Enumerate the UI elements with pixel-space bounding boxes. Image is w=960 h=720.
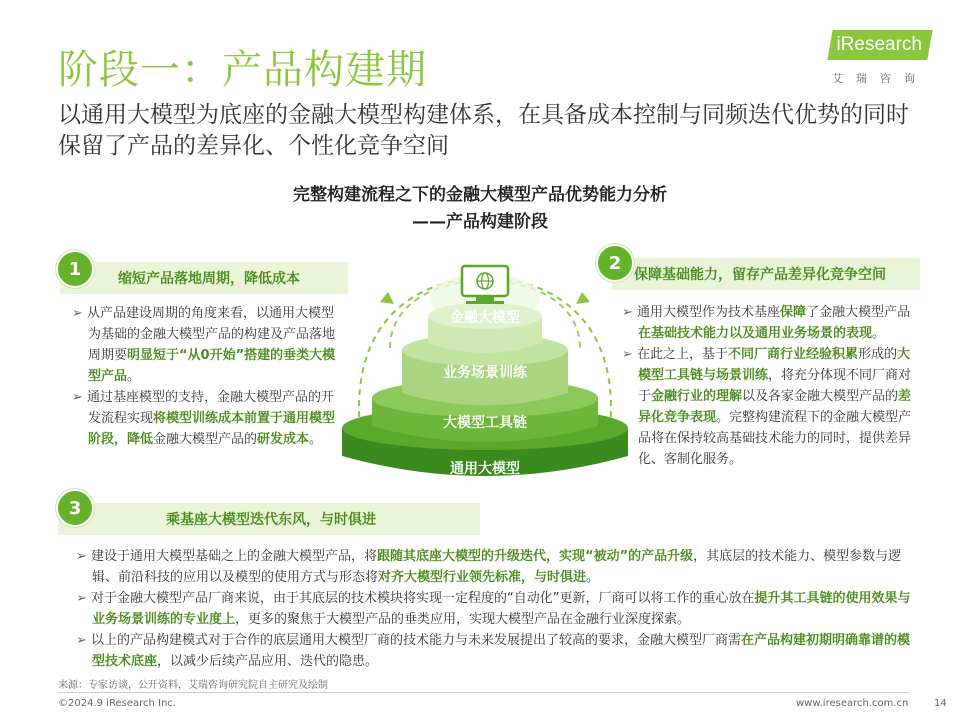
arrowhead-left-icon [380, 292, 394, 304]
page-subtitle: 以通用大模型为底座的金融大模型构建体系，在具备成本控制与同频迭代优势的同时保留了产品的差异化、个性化竞争空间 [58, 102, 909, 159]
section1-body [72, 303, 340, 450]
section2-heading: 保障基础能力，留存产品差异化竞争空间 [634, 267, 886, 283]
section1-heading-band [60, 262, 348, 294]
diagram-title-line1: 完整构建流程之下的金融大模型产品优势能力分析 [293, 185, 667, 205]
pyramid-top-label: 金融大模型 [450, 310, 520, 326]
section2-bullet1: ➢ 通用大模型作为技术基座保障了金融大模型产品在基础技术能力以及通用业务场景的表现。 [622, 305, 911, 341]
section1-heading: 缩短产品落地周期，降低成本 [118, 271, 300, 287]
section1-bullet1: ➢ 从产品建设周期的角度来看，以通用大模型为基础的金融大模型产品的构建及产品落地周期要明显短于“从0开始”搭建的垂类大模型产品。 [72, 306, 336, 384]
section3-heading: 乘基座大模型迭代东风，与时俱进 [166, 512, 376, 528]
logo-cn: 艾瑞咨询 [832, 72, 928, 85]
section1-bullet2: ➢ 通过基座模型的支持，金融大模型产品的开发流程实现将模型训练成本前置于通用模型阶段，降低金融大模型产品的研发成本。 [72, 390, 336, 447]
section2-heading-band [612, 258, 920, 290]
source-note: 来源：专家访谈，公开资料，艾瑞咨询研究院自主研究及绘制 [58, 680, 328, 691]
section3-bullet2: ➢ 对于金融大模型产品厂商来说，由于其底层的技术模块将实现一定程度的“自动化”更新，厂商可以将工作的重心放在提升其工具链的使用效果与业务场景训练的专业度上，更多的聚焦于大模型产品的垂类应用，实现大模型产品在金融行业深度探索。 [76, 591, 911, 627]
section3-bullet3: ➢ 以上的产品构建模式对于合作的底层通用大模型厂商的技术能力与未来发展提出了较高的要求，金融大模型厂商需在产品构建初期明确靠谱的模型技术底座，以减少后续产品应用、迭代的隐患。 [76, 633, 911, 669]
section3-number-badge: 3 [56, 489, 94, 527]
section3-bullet1: ➢ 建设于通用大模型基础之上的金融大模型产品，将跟随其底座大模型的升级迭代，实现“被动”的产品升级，其底层的技术能力、模型参数与逻辑、前沿科技的应用以及模型的使用方式与形态将对齐大模型行业领先标准，与时俱进。 [76, 549, 902, 585]
arrowhead-right-icon [576, 292, 590, 304]
section3-heading-band [58, 503, 480, 535]
page-number: 14 [934, 698, 947, 709]
diagram-title-line2: ——产品构建阶段 [412, 212, 548, 232]
iresearch-logo [818, 30, 930, 88]
copyright: ©2024.9 iResearch Inc. [58, 698, 176, 709]
logo-text: iResearch [836, 34, 922, 55]
section3-body [76, 546, 912, 672]
section2-body [622, 302, 914, 470]
footer-divider [58, 692, 910, 693]
section1-number-badge: 1 [56, 250, 94, 288]
pyramid-layer1-label: 业务场景训练 [443, 365, 527, 381]
footer-url: www.iresearch.com.cn [796, 698, 909, 709]
pyramid-layer2-label: 大模型工具链 [443, 415, 527, 431]
section2-bullet2: ➢ 在此之上，基于不同厂商行业经验积累形成的大模型工具链与场景训练，将充分体现不同厂商对于金融行业的理解以及各家金融大模型产品的差异化竞争表现。完整构建流程下的金融大模型产品将在保持较高基础技术能力的同时，提供差异化、客制化服务。 [622, 347, 912, 467]
section2-number-badge: 2 [596, 244, 634, 282]
pyramid-layer3-label: 通用大模型 [450, 461, 520, 477]
page-title: 阶段一：产品构建期 [58, 47, 427, 93]
model-pyramid-diagram [330, 238, 640, 488]
diagram-title [230, 182, 730, 236]
